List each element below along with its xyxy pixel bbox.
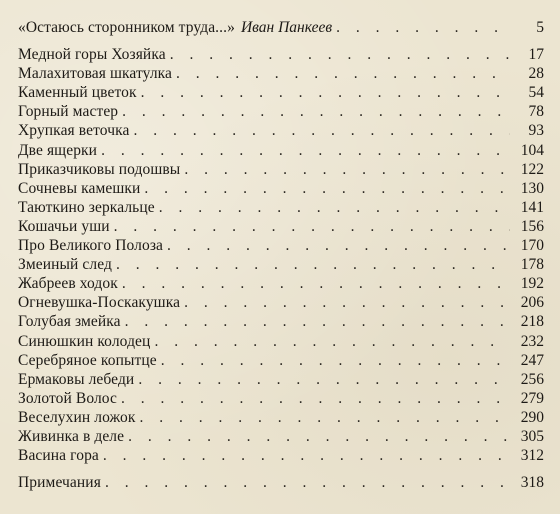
toc-entry — [18, 198, 544, 217]
toc-entry-title: Сочневы камешки — [18, 179, 141, 197]
toc-entry-title: Малахитовая шкатулка — [18, 65, 173, 83]
toc-entry-title: Золотой Волос — [18, 389, 118, 407]
toc-entry — [18, 274, 544, 293]
toc-entry-title: Веселухин ложок — [18, 408, 136, 426]
toc-notes-entry — [18, 473, 544, 492]
toc-entry-page: 232 — [520, 332, 544, 350]
toc-entry-page: 93 — [528, 122, 544, 140]
toc-entry-page: 54 — [528, 84, 544, 102]
toc-entry-page: 141 — [520, 198, 544, 216]
toc-entry — [18, 389, 544, 408]
dot-leader — [114, 217, 510, 236]
toc-entry — [18, 332, 544, 351]
toc-entry — [18, 83, 544, 102]
toc-entry-page: 156 — [520, 217, 544, 235]
toc-entry-page: 122 — [520, 160, 544, 178]
toc-entry — [18, 141, 544, 160]
toc-entry-title: «Остаюсь сторонником труда...» — [18, 19, 235, 36]
dot-leader — [122, 102, 510, 121]
toc-entry — [18, 446, 544, 465]
toc-entry — [18, 179, 544, 198]
toc-entry-title: Две ящерки — [18, 141, 98, 159]
toc-entry-author: Иван Панкеев — [240, 19, 333, 36]
dot-leader — [125, 312, 510, 331]
toc-entry-title: Приказчиковы подошвы — [18, 160, 181, 178]
dot-leader — [336, 18, 510, 37]
dot-leader — [116, 255, 510, 274]
dot-leader — [133, 121, 510, 140]
toc-entry-page: 247 — [520, 351, 544, 369]
toc-entry — [18, 293, 544, 312]
toc-entry-page: 178 — [520, 256, 544, 274]
toc-entry-page: 256 — [520, 370, 544, 388]
dot-leader — [144, 179, 510, 198]
toc-entry-page: 206 — [520, 294, 544, 312]
toc-entry-title: Серебряное копытце — [18, 351, 157, 369]
dot-leader — [184, 293, 510, 312]
dot-leader — [139, 408, 510, 427]
toc-entry-page: 170 — [520, 237, 544, 255]
toc-entry — [18, 312, 544, 331]
toc-entry-page: 104 — [520, 141, 544, 159]
toc-entry — [18, 102, 544, 121]
dot-leader — [138, 370, 510, 389]
toc-entry-title: Живинка в деле — [18, 427, 125, 445]
toc-entry-title: Медной горы Хозяйка — [18, 46, 166, 64]
toc-entry-page: 290 — [520, 408, 544, 426]
toc-entry-title: Таюткино зеркальце — [18, 198, 155, 216]
toc-entry-page: 305 — [520, 427, 544, 445]
toc-entry-page: 17 — [528, 46, 544, 64]
toc-entry-title: Горный мастер — [18, 103, 119, 121]
dot-leader — [161, 351, 510, 370]
toc-entry-page: 279 — [520, 389, 544, 407]
dot-leader — [170, 45, 510, 64]
toc-entry — [18, 121, 544, 140]
toc-intro-entry — [18, 18, 544, 37]
toc-entry — [18, 217, 544, 236]
toc-entry — [18, 370, 544, 389]
toc-entry-page: 192 — [520, 275, 544, 293]
toc-entry — [18, 45, 544, 64]
dot-leader — [159, 198, 510, 217]
toc-entry-title: Огневушка-Поскакушка — [18, 294, 181, 312]
dot-leader — [103, 446, 510, 465]
dot-leader — [105, 473, 510, 492]
toc-entry-title: Каменный цветок — [18, 84, 137, 102]
toc-entry — [18, 351, 544, 370]
toc-entry — [18, 408, 544, 427]
dot-leader — [167, 236, 510, 255]
toc-entry-page: 28 — [528, 65, 544, 83]
toc-entry — [18, 236, 544, 255]
toc-entry-title: Ермаковы лебеди — [18, 370, 135, 388]
toc-entry-title: Васина гора — [18, 447, 99, 465]
dot-leader — [141, 83, 510, 102]
dot-leader — [128, 427, 510, 446]
toc-entry — [18, 160, 544, 179]
toc-entry-page: 5 — [536, 19, 544, 36]
toc-entry-title: Синюшкин колодец — [18, 332, 151, 350]
dot-leader — [122, 274, 510, 293]
toc-entry-page: 130 — [520, 179, 544, 197]
toc-entry-page: 218 — [520, 313, 544, 331]
toc-entry-title: Змеиный след — [18, 256, 113, 274]
dot-leader — [176, 64, 510, 83]
toc-entry-title: Голубая змейка — [18, 313, 121, 331]
toc-entry-title: Про Великого Полоза — [18, 237, 164, 255]
toc-entry-page: 318 — [520, 474, 544, 492]
dot-leader — [154, 332, 510, 351]
toc-entry — [18, 255, 544, 274]
toc-entry-page: 312 — [520, 447, 544, 465]
toc-entry-page: 78 — [528, 103, 544, 121]
table-of-contents — [18, 18, 544, 492]
toc-entry — [18, 427, 544, 446]
toc-entry-title: Примечания — [18, 474, 101, 492]
toc-entry — [18, 64, 544, 83]
toc-entry-title: Кошачьи уши — [18, 217, 110, 235]
dot-leader — [121, 389, 510, 408]
dot-leader — [184, 160, 510, 179]
dot-leader — [101, 141, 510, 160]
toc-entry-title: Хрупкая веточка — [18, 122, 130, 140]
toc-entry-title: Жабреев ходок — [18, 275, 118, 293]
